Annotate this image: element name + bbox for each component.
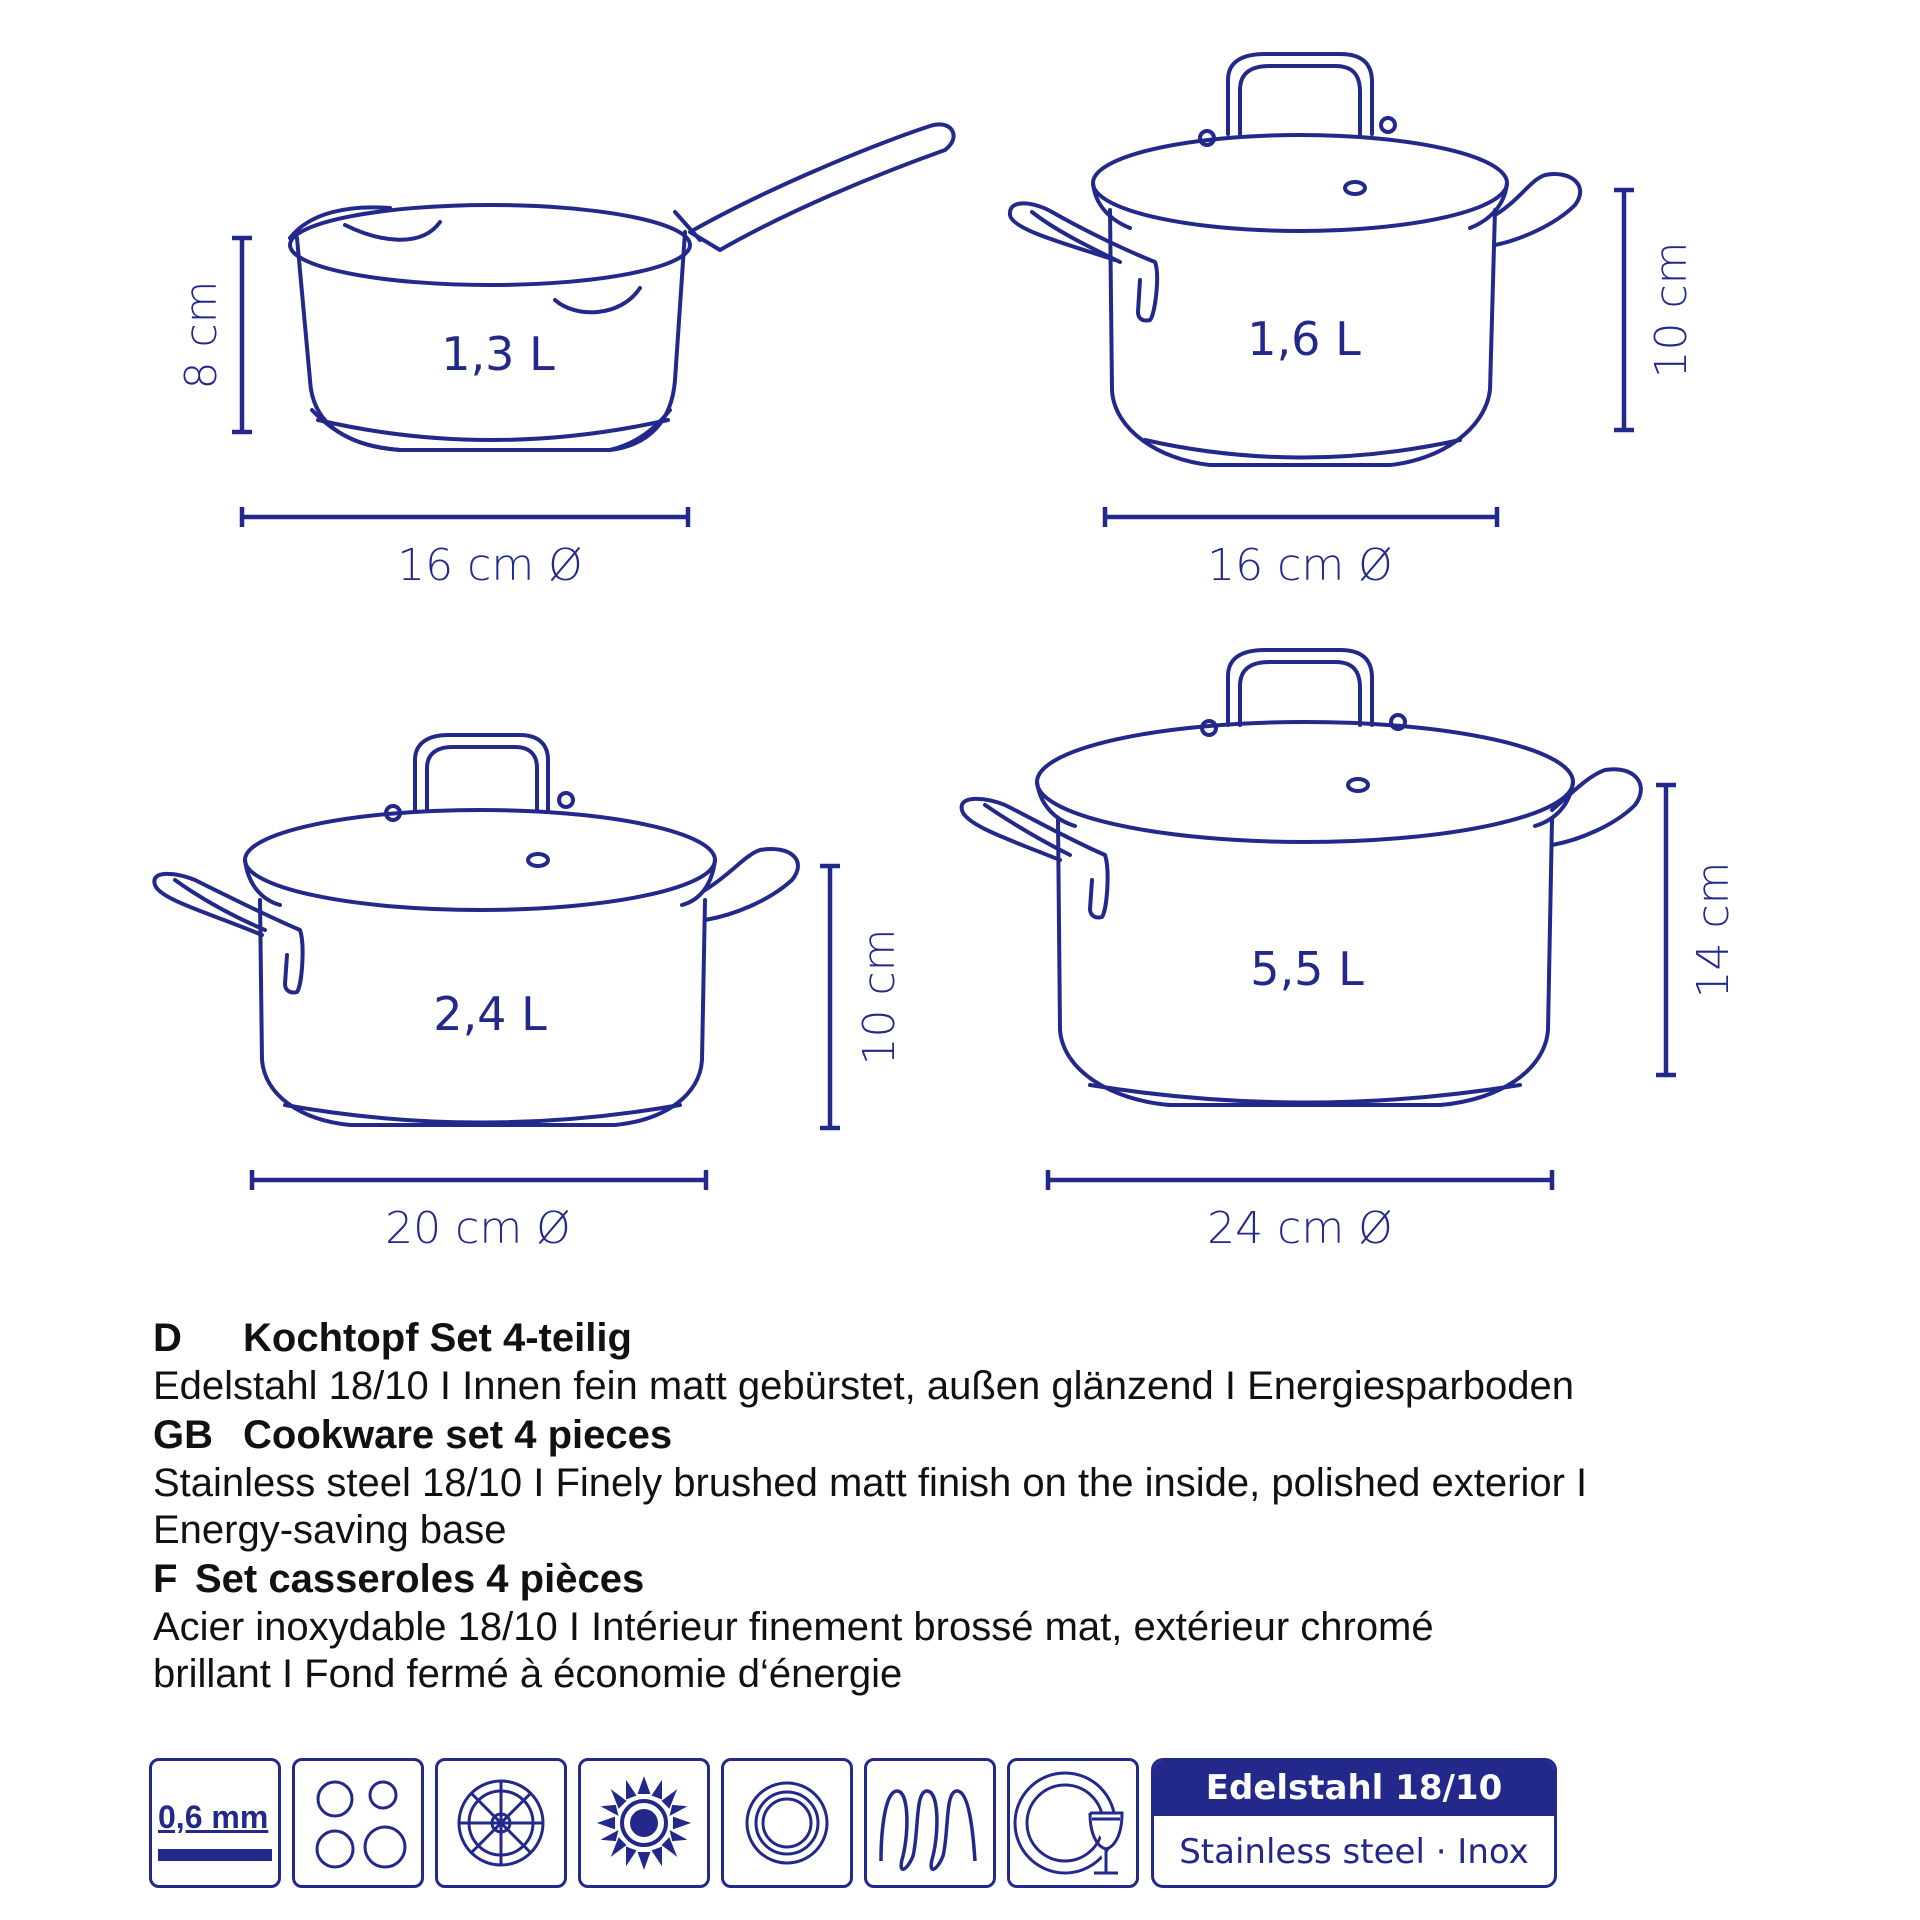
casserole-volume: 2,4 L — [433, 987, 547, 1041]
desc-de-line-1: Edelstahl 18/10 I Innen fein matt gebürstet, außen glänzend I Energiesparboden — [153, 1364, 1574, 1408]
base-thickness-icon — [149, 1758, 281, 1888]
pot-small-volume: 1,6 L — [1247, 312, 1361, 366]
casserole-height: 10 cm — [854, 928, 905, 1066]
desc-f-line-1: Acier inoxydable 18/10 I Intérieur finement brossé mat, extérieur chromé — [153, 1605, 1434, 1649]
saucepan-diameter: 16 cm Ø — [397, 540, 583, 591]
material-subtitle: Stainless steel · Inox — [1179, 1832, 1529, 1872]
title-f: Set casseroles 4 pièces — [195, 1557, 645, 1601]
pot-small-diameter: 16 cm Ø — [1207, 540, 1393, 591]
electric-hob-icon — [292, 1758, 424, 1888]
desc-gb-line-2: Energy-saving base — [153, 1508, 507, 1552]
title-de: Kochtopf Set 4-teilig — [243, 1316, 632, 1360]
material-title: Edelstahl 18/10 — [1154, 1761, 1554, 1816]
pot-small-drawing — [1010, 54, 1580, 465]
lang-code-de: D — [153, 1316, 182, 1360]
heading-f — [153, 1554, 1753, 1604]
heading-gb — [153, 1410, 1753, 1460]
lang-code-f: F — [153, 1557, 178, 1601]
pot-small-height: 10 cm — [1646, 241, 1697, 379]
desc-f-line-2: brillant I Fond fermé à économie d‘énergie — [153, 1652, 903, 1696]
stockpot-height: 14 cm — [1688, 861, 1739, 999]
thickness-label: 0,6 mm — [158, 1799, 269, 1835]
heading-de — [153, 1313, 1753, 1363]
ceramic-hob-icon — [721, 1758, 853, 1888]
saucepan-height: 8 cm — [176, 280, 227, 390]
casserole-drawing — [154, 735, 798, 1125]
induction-hob-icon — [864, 1758, 996, 1888]
saucepan-drawing — [290, 124, 954, 450]
stockpot-drawing — [962, 650, 1641, 1105]
dishwasher-icon — [1007, 1758, 1139, 1888]
material-badge — [1151, 1758, 1557, 1888]
gas-hob-icon — [578, 1758, 710, 1888]
saucepan-volume: 1,3 L — [441, 327, 555, 381]
product-description — [153, 1313, 1753, 1698]
halogen-hob-icon — [435, 1758, 567, 1888]
title-gb: Cookware set 4 pieces — [243, 1413, 673, 1457]
stockpot-volume: 5,5 L — [1250, 942, 1364, 996]
thickness-bar — [158, 1849, 272, 1861]
casserole-diameter: 20 cm Ø — [385, 1203, 571, 1254]
lang-code-gb: GB — [153, 1413, 213, 1457]
desc-gb-line-1: Stainless steel 18/10 I Finely brushed matt finish on the inside, polished exterior I — [153, 1461, 1588, 1505]
stockpot-diameter: 24 cm Ø — [1207, 1203, 1393, 1254]
